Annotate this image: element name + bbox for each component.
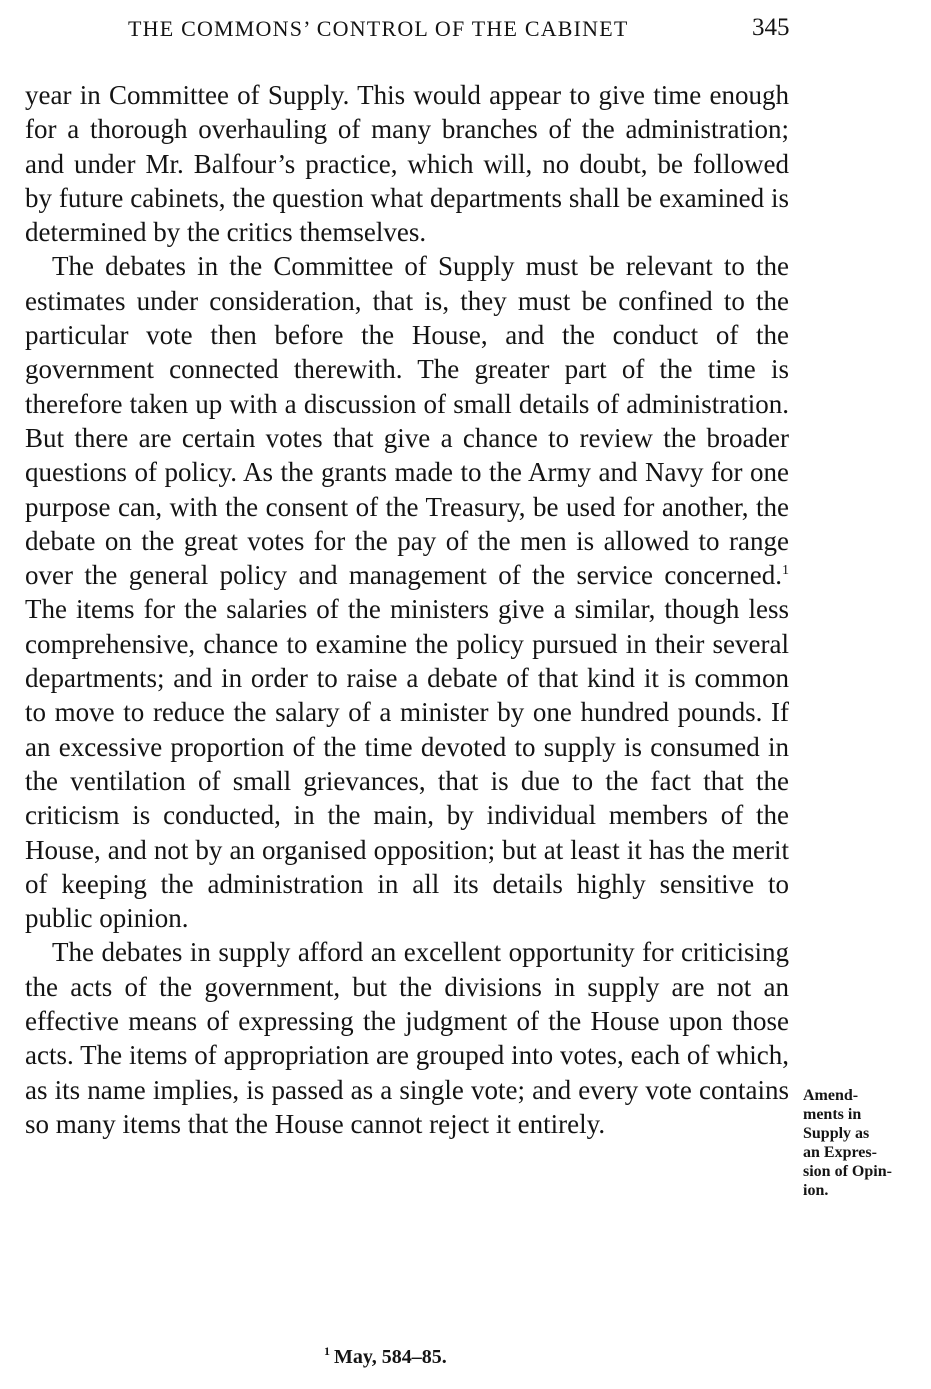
- body-text: [25, 78, 789, 1141]
- paragraph-2-text-a: The debates in the Committee of Supply must be relevant to the estimates under consideration, that is, they must be confined to the particular vote then before the House, and the conduct of the government connected therewith. The greater part of the time is therefore taken up with a discussion of small details of administration. But there are certain votes that give a chance to review the broader questions of policy. As the grants made to the Army and Navy for one purpose can, with the consent of the Treasury, be used for another, the debate on the great votes for the pay of the men is allowed to range over the general policy and management of the service concerned.: [25, 251, 789, 591]
- footnote-reference[interactable]: 1: [782, 563, 789, 579]
- footnote-text: May, 584–85.: [334, 1346, 447, 1368]
- footnote-mark: 1: [324, 1344, 330, 1358]
- running-header: [0, 14, 931, 46]
- running-title: THE COMMONS’ CONTROL OF THE CABINET: [128, 16, 629, 41]
- footnote: [324, 1346, 447, 1369]
- page-number: 345: [752, 14, 790, 41]
- paragraph-1: year in Committee of Supply. This would appear to give time enough for a thorough overhauling of many branches of the administration; and under Mr. Balfour’s practice, which will, no doubt, be followed by future cabinets, the question what departments shall be examined is determined by the critics themselves.: [25, 80, 789, 248]
- paragraph-2: [25, 249, 789, 935]
- paragraph-2-text-b: The items for the salaries of the ministers give a similar, though less comprehensive, chance to examine the policy pursued in their several departments; and in order to raise a debate of that kind it is common to move to reduce the salary of a minister by one hundred pounds. If an excessive proportion of the time devoted to supply is consumed in the ventilation of small grievances, that is due to the fact that the criticism is conducted, in the main, by individual members of the House, and not by an organised opposition; but at least it has the merit of keeping the administration in all its details highly sensitive to public opinion.: [25, 594, 789, 934]
- marginal-note: Amend- ments in Supply as an Expres- sion of Opin- ion.: [803, 1087, 892, 1199]
- paragraph-3: The debates in supply afford an excellent opportunity for criticising the acts of the government, but the divisions in supply are not an effective means of expressing the judgment of the House upon those acts. The items of appropriation are grouped into votes, each of which, as its name implies, is passed as a single vote; and every vote contains so many items that the House cannot reject it entirely.: [25, 937, 789, 1139]
